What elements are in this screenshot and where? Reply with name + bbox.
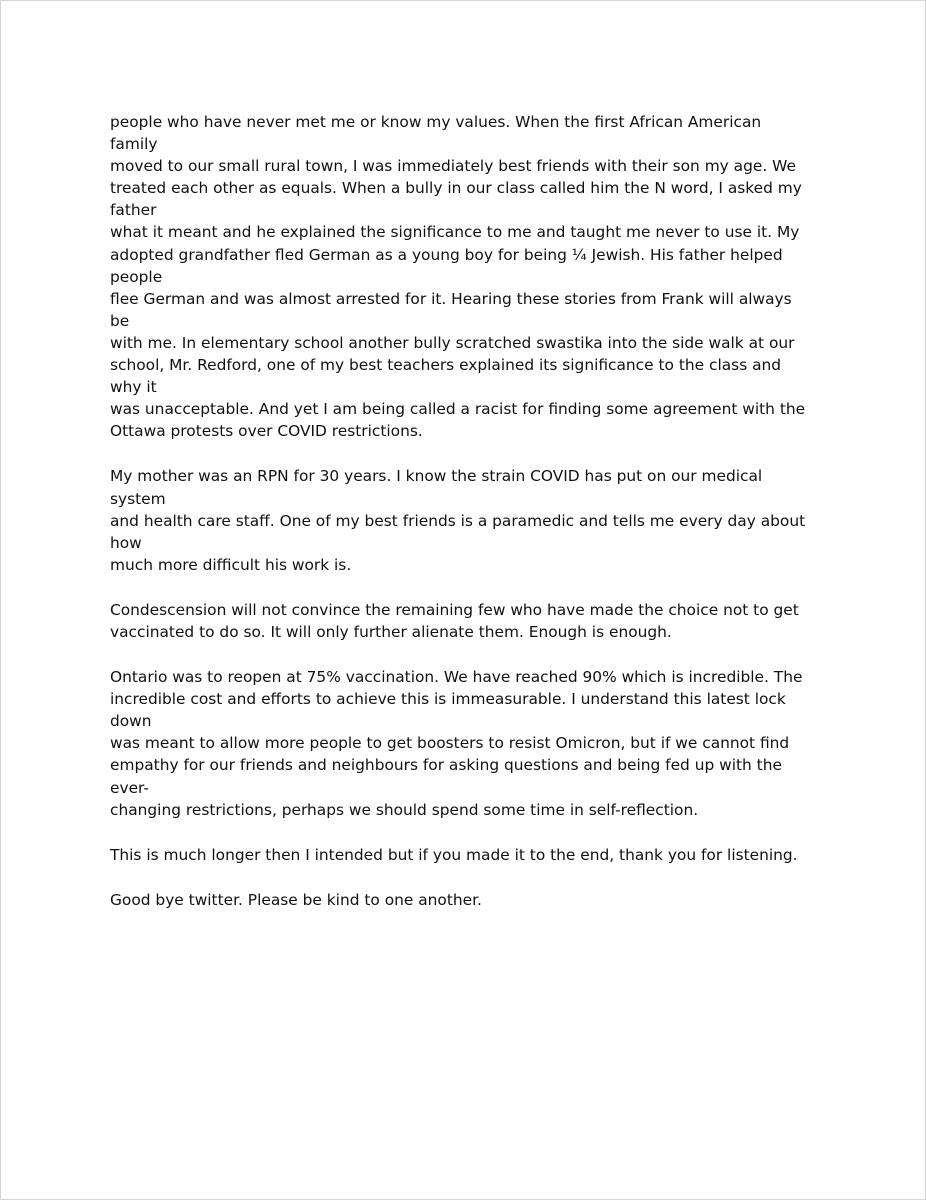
text-line: much more difficult his work is. — [110, 555, 352, 574]
text-line: incredible cost and efforts to achieve this is immeasurable. I understand this latest lock down — [110, 690, 786, 731]
text-line: was meant to allow more people to get boosters to resist Omicron, but if we cannot find — [110, 734, 790, 753]
text-line: My mother was an RPN for 30 years. I know the strain COVID has put on our medical system — [110, 467, 763, 508]
text-line: adopted grandfather fled German as a young boy for being ¼ Jewish. His father helped people — [110, 245, 783, 286]
text-line: vaccinated to do so. It will only further alienate them. Enough is enough. — [110, 622, 672, 641]
text-line: with me. In elementary school another bully scratched swastika into the side walk at our — [110, 333, 795, 352]
text-line: changing restrictions, perhaps we should spend some time in self-reflection. — [110, 800, 699, 819]
text-line: was unacceptable. And yet I am being called a racist for finding some agreement with the — [110, 400, 806, 419]
text-line: what it meant and he explained the significance to me and taught me never to use it. My — [110, 223, 800, 242]
text-line: flee German and was almost arrested for it. Hearing these stories from Frank will always be — [110, 289, 792, 330]
document-body — [110, 111, 810, 934]
text-line: Ontario was to reopen at 75% vaccination. We have reached 90% which is incredible. The — [110, 668, 803, 687]
text-line: and health care staff. One of my best friends is a paramedic and tells me every day about how — [110, 511, 806, 552]
text-line: moved to our small rural town, I was immediately best friends with their son my age. We — [110, 157, 796, 176]
text-line: empathy for our friends and neighbours for asking questions and being fed up with the ever- — [110, 756, 782, 797]
paragraph-ontario — [110, 666, 810, 821]
paragraph-thanks — [110, 844, 810, 866]
paragraph-values — [110, 111, 810, 442]
paragraph-condescension — [110, 599, 810, 643]
text-line: Ottawa protests over COVID restrictions. — [110, 422, 423, 441]
paragraph-goodbye — [110, 889, 810, 911]
text-line: Condescension will not convince the remaining few who have made the choice not to get — [110, 600, 799, 619]
text-line: Good bye twitter. Please be kind to one another. — [110, 890, 482, 909]
paragraph-mother-rpn — [110, 465, 810, 575]
text-line: This is much longer then I intended but if you made it to the end, thank you for listening. — [110, 845, 798, 864]
text-line: school, Mr. Redford, one of my best teachers explained its significance to the class and why it — [110, 356, 782, 397]
text-line: treated each other as equals. When a bully in our class called him the N word, I asked my father — [110, 179, 802, 220]
text-line: people who have never met me or know my values. When the first African American family — [110, 113, 762, 154]
